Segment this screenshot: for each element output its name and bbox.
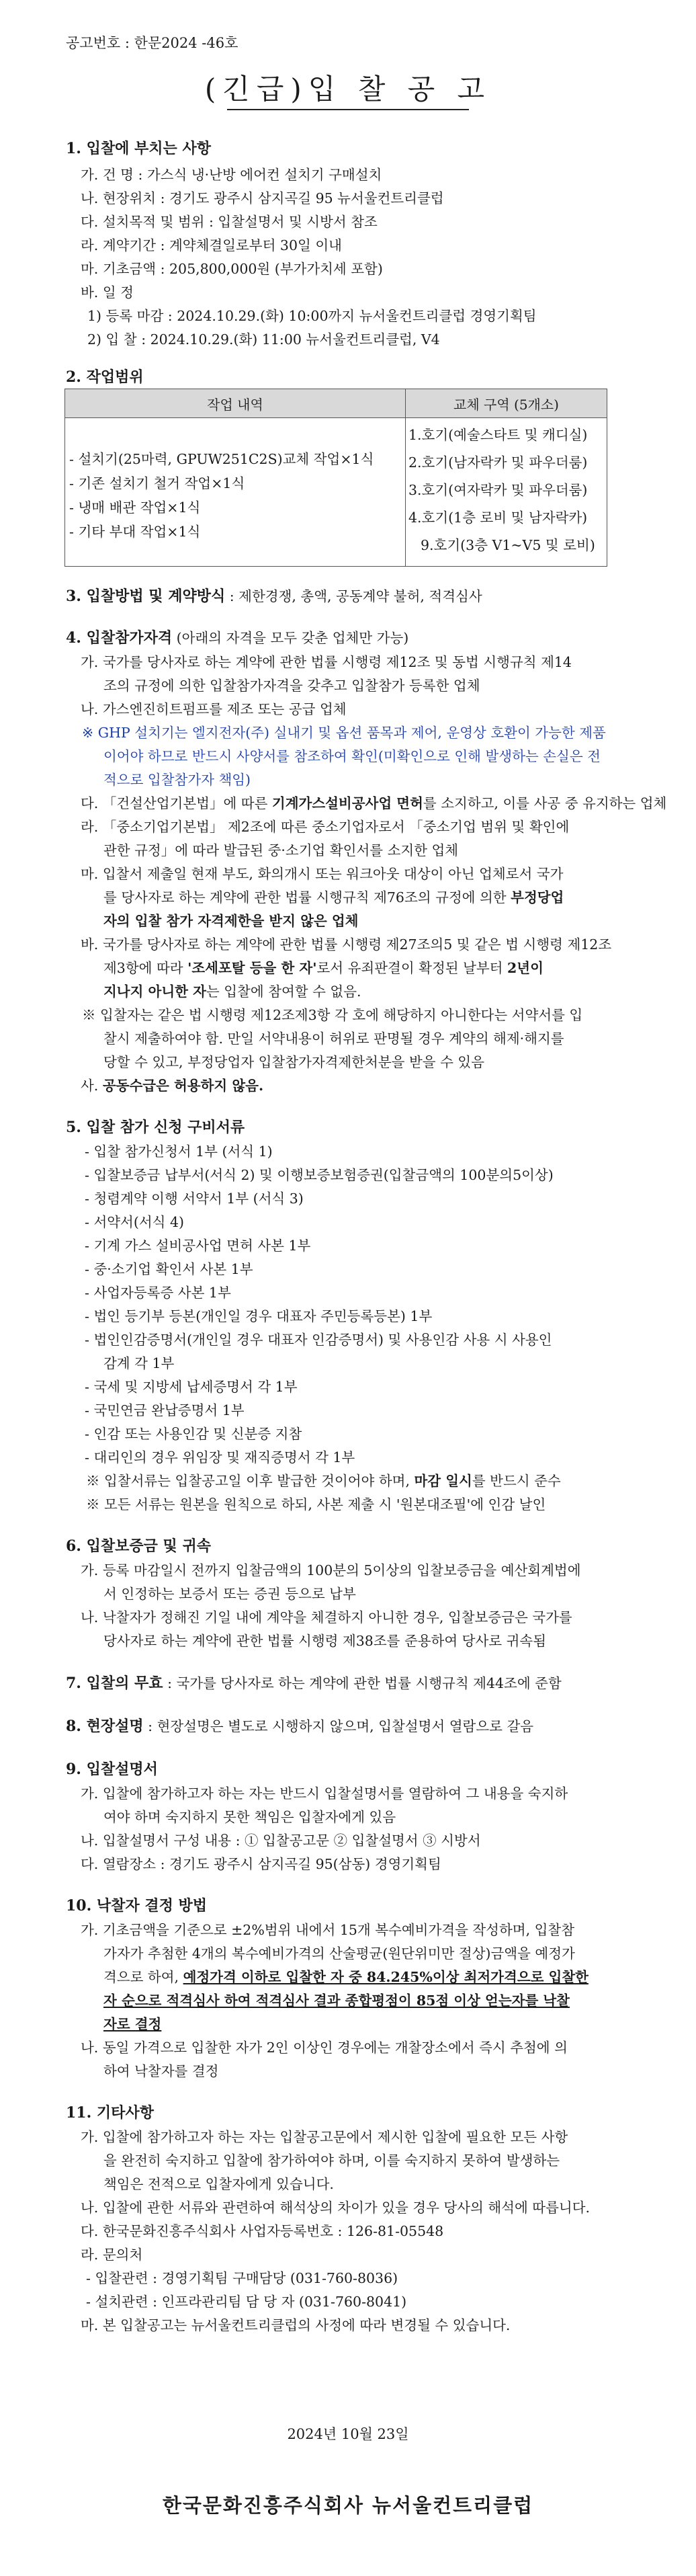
work-scope-table [64,389,607,567]
notice-number: 공고번호 : 한문2024 -46호 [66,35,238,51]
s4-ma-line3: 자의 입찰 참가 자격제한을 받지 않은 업체 [103,913,359,929]
section-5-heading: 5. 입찰 참가 신청 구비서류 [66,1119,245,1136]
s5-note2: ※ 모든 서류는 원본을 원칙으로 하되, 사본 제출 시 '원본대조필'에 인감 날인 [86,1496,546,1513]
s10-ga-line2: 가자가 추첨한 4개의 복수예비가격의 산술평균(원단위미만 절상)금액을 예정가 [103,1945,575,1962]
s4-ga-line2: 조의 규정에 의한 입찰참가자격을 갖추고 입찰참가 등록한 업체 [103,678,480,694]
s4-note-line2: 찰시 제출하여야 함. 만일 서약내용이 허위로 판명될 경우 계약의 해제·해지를 [103,1031,564,1047]
section-7-heading: 7. 입찰의 무효 [66,1675,163,1692]
s1-name: 가. 건 명 : 가스식 냉·난방 에어컨 설치기 구매설치 [81,167,382,183]
section-9-heading: 9. 입찰설명서 [66,1761,158,1778]
s4-sa-a: 사. [81,1078,103,1094]
doc-item: - 서약서(서식 4) [85,1214,185,1230]
zone-item: 2.호기(남자락카 및 파우더룸) [408,454,588,471]
s9-ga-line1: 가. 입찰에 참가하고자 하는 자는 반드시 입찰설명서를 열람하여 그 내용을 숙지하 [81,1785,568,1802]
doc-item: 감계 각 1부 [103,1355,175,1371]
s10-ga-line3 [103,1966,589,1986]
section-7 [66,1672,562,1693]
col-header-work: 작업 내역 [65,389,406,418]
s1-bid-time: 2) 입 찰 : 2024.10.29.(화) 11:00 뉴서울컨트리클럽, V4 [87,331,440,348]
work-item: - 기타 부대 작업×1식 [69,524,201,540]
s1-site: 나. 현장위치 : 경기도 광주시 삼지곡길 95 뉴서울컨트리클럽 [81,190,444,206]
s4-sa-b: 공동수급은 허용하지 않음. [102,1078,264,1094]
s11-ga-line3: 책임은 전적으로 입찰자에게 있습니다. [103,2176,334,2192]
s11-da: 다. 한국문화진흥주식회사 사업자등록번호 : 126-81-05548 [81,2223,444,2239]
doc-item: - 기계 가스 설비공사업 면허 사본 1부 [85,1238,311,1254]
s4-ba-line2 [103,957,543,977]
section-2-heading: 2. 작업범위 [66,368,144,386]
s5-note1 [86,1470,561,1490]
s5-note1-c: 를 반드시 준수 [472,1473,561,1489]
zone-item: 9.호기(3층 V1~V5 및 로비) [421,537,595,553]
s11-ma: 마. 본 입찰공고는 뉴서울컨트리클럽의 사정에 따라 변경될 수 있습니다. [81,2317,511,2333]
zones-cell [406,418,607,567]
s4-warning-line3: 적으로 입찰참가자 책임) [103,772,251,788]
s4-sa [81,1074,263,1094]
s1-schedule: 바. 일 정 [81,284,134,300]
zone-item: 3.호기(여자락카 및 파우더룸) [408,482,588,498]
doc-item: - 대리인의 경우 위임장 및 재직증명서 각 1부 [85,1449,355,1465]
work-item: - 설치기(25마력, GPUW251C2S)교체 작업×1식 [69,451,374,467]
section-3-heading: 3. 입찰방법 및 계약방식 [66,588,226,605]
s4-ba-line3 [103,980,361,1000]
doc-item: - 국민연금 완납증명서 1부 [85,1402,245,1418]
section-4 [66,627,408,647]
doc-item: - 사업자등록증 사본 1부 [85,1285,231,1301]
s6-ga-line2: 서 인정하는 보증서 또는 증권 등으로 납부 [103,1586,356,1602]
s1-period: 라. 계약기간 : 계약체결일로부터 30일 이내 [81,237,342,253]
s1-scope: 다. 설치목적 및 범위 : 입찰설명서 및 시방서 참조 [81,214,378,230]
section-3 [66,585,482,606]
doc-item: - 법인인감증명서(개인일 경우 대표자 인감증명서) 및 사용인감 사용 시 사용인 [85,1332,552,1348]
s10-ga-line4: 자 순으로 적격심사 하여 적격심사 결과 종합평점이 85점 이상 얻는자를 낙찰 [103,1993,570,2009]
s4-ra-line2: 관한 규정」에 따라 발급된 중·소기업 확인서를 소지한 업체 [103,842,459,858]
s4-ba3-b: 는 입찰에 참여할 수 없음. [206,983,361,1000]
work-item: - 냉매 배관 작업×1식 [69,499,201,516]
s10-na-line1: 나. 동일 가격으로 입찰한 자가 2인 이상인 경우에는 개찰장소에서 즉시 추첨에 의 [81,2040,568,2056]
s4-ga-line1: 가. 국가를 당사자로 하는 계약에 관한 법률 시행령 제12조 및 동법 시행규칙 제14 [81,654,572,670]
issuer-signature: 한국문화진흥주식회사 뉴서울컨트리클럽 [162,2494,534,2517]
s6-ga-line1: 가. 등록 마감일시 전까지 입찰금액의 100분의 5이상의 입찰보증금을 예산회계법에 [81,1562,581,1578]
s4-note-line1: ※ 입찰자는 같은 법 시행령 제12조제3항 각 호에 해당하지 아니한다는 서약서를 입 [82,1007,583,1023]
s4-ma-line2 [103,886,564,906]
s3-text: : 제한경쟁, 총액, 공동계약 불허, 적격심사 [225,588,482,604]
doc-item: - 법인 등기부 등본(개인일 경우 대표자 주민등록등본) 1부 [85,1308,433,1324]
s4-ma2-b: 부정당업 [511,889,564,905]
s4-ba3-a: 지나지 아니한 자 [103,983,206,1000]
s8-text: : 현장설명은 별도로 시행하지 않으며, 입찰설명서 열람으로 갈음 [143,1718,534,1734]
notice-date: 2024년 10월 23일 [287,2426,409,2442]
s4-na: 나. 가스엔진히트펌프를 제조 또는 공급 업체 [81,701,347,717]
s11-contact-install: - 설치관련 : 인프라관리팀 담 당 자 (031-760-8041) [86,2294,407,2310]
s11-ga-line1: 가. 입찰에 참가하고자 하는 자는 입찰공고문에서 제시한 입찰에 필요한 모든 사항 [81,2129,568,2145]
s10-ga3-a: 격으로 하여, [103,1969,183,1985]
s1-price: 마. 기초금액 : 205,800,000원 (부가가치세 포함) [81,261,383,277]
s4-ba2-b: '조세포탈 등을 한 자' [187,960,317,976]
s4-ba2-a: 제3항에 따라 [103,960,188,976]
s4-ba2-d: 2년이 [507,960,543,976]
s5-note1-a: ※ 입찰서류는 입찰공고일 이후 발급한 것이어야 하며, [86,1473,415,1489]
s4-da-c: 를 소지하고, 이를 사공 중 유지하는 업체 [423,795,667,811]
s4-ba2-c: 로서 유죄판결이 확정된 날부터 [316,960,507,976]
title-underline [227,109,469,110]
section-8 [66,1715,533,1736]
section-1-heading: 1. 입찰에 부치는 사항 [66,140,211,157]
s4-heading-note: (아래의 자격을 모두 갖춘 업체만 가능) [172,630,409,646]
s4-warning-line1: ※ GHP 설치기는 엘지전자(주) 실내기 및 옵션 품목과 제어, 운영상 호환이 가능한 제품 [82,725,606,741]
s9-da: 다. 열람장소 : 경기도 광주시 삼지곡길 95(삼동) 경영기획팀 [81,1856,441,1872]
s10-ga-line1: 가. 기초금액을 기준으로 ±2%범위 내에서 15개 복수예비가격을 작성하며, 입찰참 [81,1922,575,1938]
doc-item: - 중·소기업 확인서 사본 1부 [85,1261,253,1277]
s9-na: 나. 입찰설명서 구성 내용 : ① 입찰공고문 ② 입찰설명서 ③ 시방서 [81,1833,481,1849]
s10-na-line2: 하여 낙찰자를 결정 [103,2063,219,2079]
s5-note1-deadline: 마감 일시 [414,1473,472,1489]
zone-item: 4.호기(1층 로비 및 남자락카) [408,510,588,526]
section-8-heading: 8. 현장설명 [66,1718,144,1735]
section-4-heading: 4. 입찰참가자격 [66,629,173,647]
section-6-heading: 6. 입찰보증금 및 귀속 [66,1537,211,1555]
s6-na-line1: 나. 낙찰자가 정해진 기일 내에 계약을 체결하지 아니한 경우, 입찰보증금은 국가를 [81,1609,572,1625]
s4-da [81,792,666,812]
s11-ra: 라. 문의처 [81,2247,143,2263]
doc-item: - 입찰 참가신청서 1부 (서식 1) [85,1143,273,1160]
s11-na: 나. 입찰에 관한 서류와 관련하여 해석상의 차이가 있을 경우 당사의 해석에 따릅니다. [81,2200,591,2216]
s4-da-license: 기계가스설비공사업 면허 [271,795,423,811]
s4-ba-line1: 바. 국가를 당사자로 하는 계약에 관한 법률 시행령 제27조의5 및 같은 법 시행령 제12조 [81,936,612,953]
s4-ra-line1: 라. 「중소기업기본법」 제2조에 따른 중소기업자로서 「중소기업 범위 및 확인에 [81,819,570,835]
col-header-zone: 교체 구역 (5개소) [406,389,607,418]
s4-note-line3: 당할 수 있고, 부정당업자 입찰참가자격제한처분을 받을 수 있음 [103,1054,485,1070]
s4-warning-line2: 이어야 하므로 반드시 사양서를 참조하여 확인(미확인으로 인해 발생하는 손실은 전 [103,748,601,764]
s10-ga-line5: 자로 결정 [103,2016,162,2032]
section-10-heading: 10. 낙찰자 결정 방법 [66,1897,208,1915]
doc-item: - 인감 또는 사용인감 및 신분증 지참 [85,1426,302,1442]
work-items-cell [65,418,406,567]
s11-ga-line2: 을 완전히 숙지하고 입찰에 참가하여야 하며, 이를 숙지하지 못하여 발생하는 [103,2152,560,2169]
doc-item: - 청렴계약 이행 서약서 1부 (서식 3) [85,1191,304,1207]
s4-ma-line1: 마. 입찰서 제출일 현재 부도, 화의개시 또는 워크아웃 대상이 아닌 업체로서 국가 [81,866,564,882]
page-title: (긴급)입 찰 공 고 [204,73,492,106]
s9-ga-line2: 여야 하며 숙지하지 못한 책임은 입찰자에게 있음 [103,1809,396,1825]
section-11-heading: 11. 기타사항 [66,2104,154,2122]
zone-item: 1.호기(예술스타트 및 캐디실) [408,427,588,443]
doc-item: - 국세 및 지방세 납세증명서 각 1부 [85,1379,298,1395]
s4-ma2-a: 를 당사자로 하는 계약에 관한 법률 시행규칙 제76조의 규정에 의한 [103,889,511,905]
s4-da-a: 다. 「건설산업기본법」에 따른 [81,795,272,811]
s1-registration: 1) 등록 마감 : 2024.10.29.(화) 10:00까지 뉴서울컨트리클럽 경영기획팀 [87,308,537,324]
s10-ga3-b: 예정가격 이하로 입찰한 자 중 84.245%이상 최저가격으로 입찰한 [183,1969,589,1985]
work-item: - 기존 설치기 철거 작업×1식 [69,475,245,491]
s6-na-line2: 당사자로 하는 계약에 관한 법률 시행령 제38조를 준용하여 당사로 귀속됨 [103,1633,547,1649]
s11-contact-bid: - 입찰관련 : 경영기획팀 구매담당 (031-760-8036) [86,2270,398,2286]
s7-text: : 국가를 당사자로 하는 계약에 관한 법률 시행규칙 제44조에 준함 [163,1675,562,1691]
doc-item: - 입찰보증금 납부서(서식 2) 및 이행보증보험증권(입찰금액의 100분의5이상) [85,1167,554,1183]
